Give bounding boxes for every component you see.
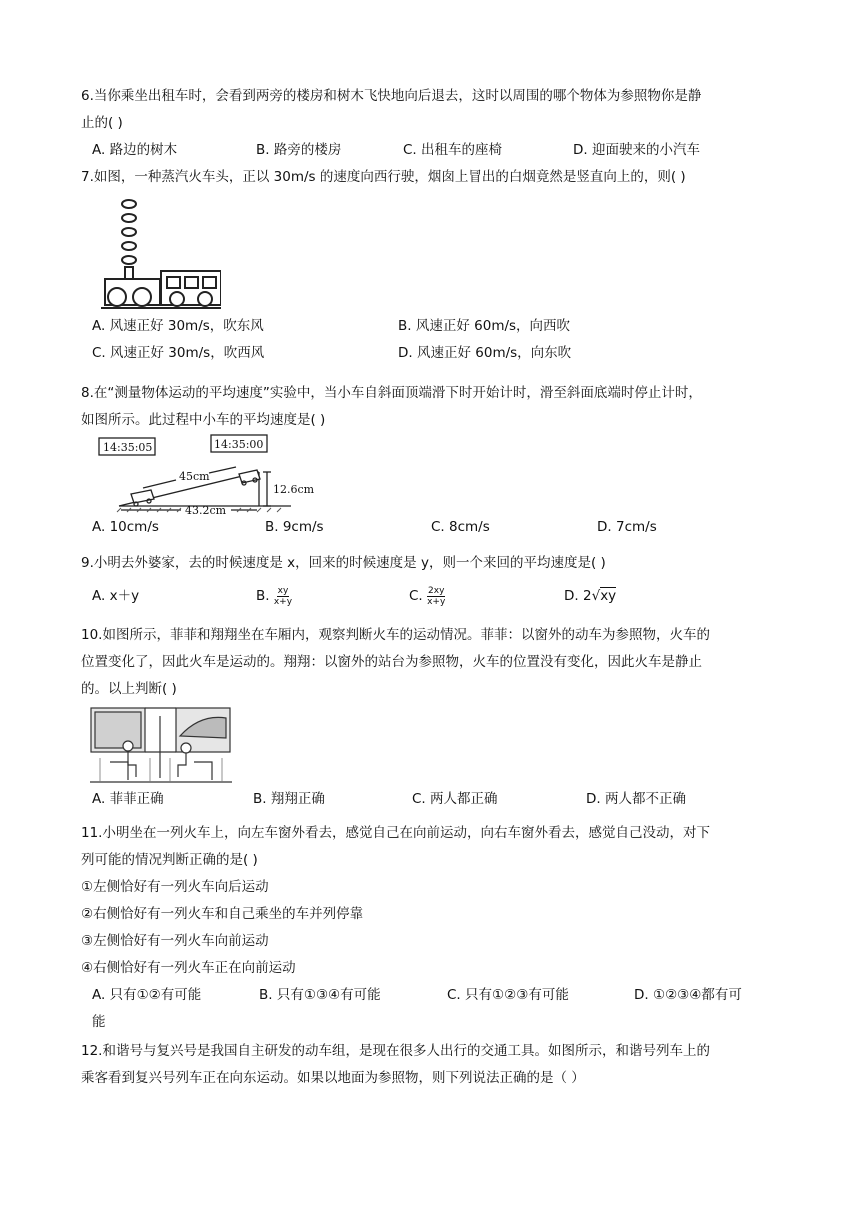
question-10-option-b[interactable]: B. 翔翔正确 xyxy=(253,791,325,807)
question-6-option-d[interactable]: D. 迎面驶来的小汽车 xyxy=(573,142,700,158)
question-6-stem-line2: 止的( ) xyxy=(81,115,123,131)
question-10-stem-line2: 位置变化了，因此火车是运动的。翔翔：以窗外的站台为参照物，火车的位置没有变化，因此火车是静止 xyxy=(81,654,702,670)
option-b-label: B. xyxy=(256,588,270,604)
question-9-option-b[interactable] xyxy=(256,579,292,613)
question-11-statement-3: ③左侧恰好有一列火车向前运动 xyxy=(81,933,269,949)
question-8-option-a[interactable]: A. 10cm/s xyxy=(92,519,159,535)
question-12-stem-line2: 乘客看到复兴号列车正在向东运动。如果以地面为参照物，则下列说法正确的是（ ） xyxy=(81,1070,585,1086)
question-11-options xyxy=(92,982,781,1009)
steam-train-figure xyxy=(81,191,221,313)
question-9-options xyxy=(92,579,781,613)
base-length-label: 43.2cm xyxy=(185,504,227,514)
question-8-option-c[interactable]: C. 8cm/s xyxy=(431,519,490,535)
train-carriage-figure xyxy=(90,706,232,786)
question-7-options-row2 xyxy=(92,340,781,367)
question-10-stem-line3: 的。以上判断( ) xyxy=(81,681,177,697)
sqrt-radicand: xy xyxy=(600,588,617,604)
question-7 xyxy=(81,164,781,367)
question-6-option-b[interactable]: B. 路旁的楼房 xyxy=(256,142,342,158)
question-6-stem-line1: 6.当你乘坐出租车时，会看到两旁的楼房和树木飞快地向后退去，这时以周围的哪个物体为参照物你是静 xyxy=(81,88,702,104)
question-7-option-c[interactable]: C. 风速正好 30m/s，吹西风 xyxy=(92,345,265,361)
question-11-option-d-wrap: 能 xyxy=(92,1014,106,1030)
fraction-xy-over-x-plus-y xyxy=(274,586,292,607)
question-10-option-d[interactable]: D. 两人都不正确 xyxy=(586,791,686,807)
question-12 xyxy=(81,1038,781,1092)
question-10-option-c[interactable]: C. 两人都正确 xyxy=(412,791,498,807)
height-label: 12.6cm xyxy=(273,483,315,496)
slope-length-label: 45cm xyxy=(179,470,210,483)
question-9-option-a[interactable]: A. x＋y xyxy=(92,588,140,604)
fraction-numerator: xy xyxy=(277,585,289,596)
question-11-option-c[interactable]: C. 只有①②③有可能 xyxy=(447,987,569,1003)
end-time-label: 14:35:05 xyxy=(103,441,153,454)
question-11-option-d[interactable]: D. ①②③④都有可 xyxy=(634,987,742,1003)
sqrt-icon: √ xyxy=(591,588,601,604)
question-7-option-d[interactable]: D. 风速正好 60m/s，向东吹 xyxy=(398,345,572,361)
fraction-denominator: x+y xyxy=(427,596,446,607)
question-8-options xyxy=(92,514,781,541)
question-11-statement-2: ②右侧恰好有一列火车和自己乘坐的车并列停靠 xyxy=(81,906,364,922)
fraction-denominator: x+y xyxy=(273,596,293,607)
question-7-option-a[interactable]: A. 风速正好 30m/s，吹东风 xyxy=(92,318,264,334)
question-11-stem-line1: 11.小明坐在一列火车上，向左车窗外看去，感觉自己在向前运动，向右车窗外看去，感觉自己没动，对下 xyxy=(81,825,710,841)
question-8-option-d[interactable]: D. 7cm/s xyxy=(597,519,657,535)
question-8-option-b[interactable]: B. 9cm/s xyxy=(265,519,324,535)
fraction-2xy-over-x-plus-y xyxy=(427,586,445,607)
question-8-stem-line2: 如图所示。此过程中小车的平均速度是( ) xyxy=(81,412,326,428)
question-11-statement-4: ④右侧恰好有一列火车正在向前运动 xyxy=(81,960,296,976)
question-9-stem: 9.小明去外婆家，去的时候速度是 x，回来的时候速度是 y，则一个来回的平均速度是( ) xyxy=(81,555,606,571)
option-c-label: C. xyxy=(409,588,423,604)
question-10-options xyxy=(92,786,781,813)
start-time-label: 14:35:00 xyxy=(214,438,264,451)
question-11-statement-1: ①左侧恰好有一列火车向后运动 xyxy=(81,879,269,895)
question-9 xyxy=(81,550,781,613)
question-7-options-row1 xyxy=(92,313,781,340)
option-d-label: D. 2 xyxy=(564,588,592,604)
question-6-option-a[interactable]: A. 路边的树木 xyxy=(92,142,178,158)
question-6-options xyxy=(92,137,781,164)
question-12-stem-line1: 12.和谐号与复兴号是我国自主研发的动车组，是现在很多人出行的交通工具。如图所示，和谐号列车上的 xyxy=(81,1043,710,1059)
incline-experiment-figure xyxy=(91,434,331,514)
question-11 xyxy=(81,820,781,1036)
question-8-stem-line1: 8.在“测量物体运动的平均速度”实验中，当小车自斜面顶端滑下时开始计时，滑至斜面底端时停止计时， xyxy=(81,385,702,401)
question-9-option-d[interactable] xyxy=(564,579,616,613)
question-10-option-a[interactable]: A. 菲菲正确 xyxy=(92,791,164,807)
question-6 xyxy=(81,83,781,164)
question-9-option-c[interactable] xyxy=(409,579,445,613)
question-11-option-a[interactable]: A. 只有①②有可能 xyxy=(92,987,202,1003)
question-10-stem-line1: 10.如图所示，菲菲和翔翔坐在车厢内，观察判断火车的运动情况。菲菲：以窗外的动车为参照物，火车的 xyxy=(81,627,710,643)
question-10 xyxy=(81,622,781,813)
question-7-option-b[interactable]: B. 风速正好 60m/s，向西吹 xyxy=(398,318,571,334)
fraction-numerator: 2xy xyxy=(428,585,445,596)
question-6-option-c[interactable]: C. 出租车的座椅 xyxy=(403,142,503,158)
question-11-option-b[interactable]: B. 只有①③④有可能 xyxy=(259,987,381,1003)
question-11-stem-line2: 列可能的情况判断正确的是( ) xyxy=(81,852,258,868)
question-7-stem: 7.如图，一种蒸汽火车头，正以 30m/s 的速度向西行驶，烟囱上冒出的白烟竟然是竖直向上的，则( ) xyxy=(81,169,686,185)
question-8 xyxy=(81,380,781,541)
